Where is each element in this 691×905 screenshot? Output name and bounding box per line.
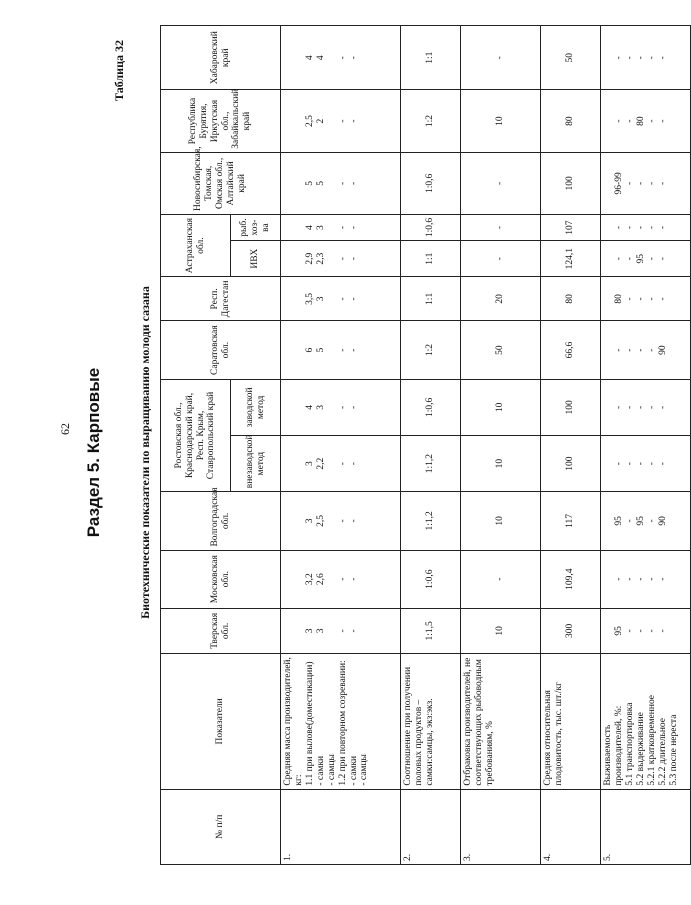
cell-saratov: 66,6 bbox=[541, 321, 601, 379]
cell-value: - bbox=[646, 405, 657, 409]
cell-value bbox=[283, 244, 294, 273]
table-caption: Биотехнические показатели по выращиванию молоди сазана bbox=[138, 286, 152, 619]
cell-value: - bbox=[624, 577, 635, 581]
cell-value: - bbox=[624, 519, 635, 523]
cell-saratov: 1:2 bbox=[401, 321, 461, 379]
indicator-line: 5.3 после нереста bbox=[668, 714, 679, 786]
cell-value bbox=[327, 244, 338, 273]
cell-value bbox=[603, 218, 614, 237]
cell-rostov-out bbox=[281, 436, 401, 492]
cell-rostov-in: 1:0,6 bbox=[401, 379, 461, 435]
cell-value bbox=[283, 612, 294, 650]
cell-value: - bbox=[337, 348, 348, 352]
cell-volgograd: 117 bbox=[541, 492, 601, 550]
cell-value: 80 bbox=[613, 294, 624, 304]
cell-khabarovsk: 1:1 bbox=[401, 26, 461, 90]
cell-value: 2 bbox=[315, 118, 326, 124]
cell-value: 95 bbox=[635, 253, 646, 264]
cell-value bbox=[603, 93, 614, 148]
cell-value: - bbox=[348, 225, 359, 230]
cell-saratov bbox=[281, 321, 401, 379]
table-row bbox=[401, 26, 461, 865]
cell-value: - bbox=[348, 181, 359, 185]
table-row bbox=[541, 26, 601, 865]
indicator-line: - самки bbox=[315, 755, 326, 786]
cell-value: - bbox=[657, 225, 668, 230]
cell-dagestan bbox=[281, 277, 401, 321]
cell-value bbox=[603, 29, 614, 86]
cell-value: - bbox=[657, 119, 668, 123]
cell-value bbox=[294, 383, 305, 432]
cell-buryatia bbox=[281, 90, 401, 152]
cell-value: - bbox=[624, 119, 635, 123]
cell-novosib: - bbox=[461, 152, 541, 214]
cell-value: - bbox=[624, 257, 635, 261]
cell-value: 2,6 bbox=[315, 573, 326, 586]
cell-rostov-out: 100 bbox=[541, 436, 601, 492]
cell-moscow: 1:0,6 bbox=[401, 550, 461, 608]
cell-value: - bbox=[646, 348, 657, 352]
cell-value: - bbox=[657, 297, 668, 301]
cell-saratov bbox=[601, 321, 691, 379]
cell-moscow bbox=[601, 550, 691, 608]
cell-value: 3 bbox=[304, 518, 315, 524]
cell-value: - bbox=[624, 405, 635, 409]
cell-value: - bbox=[613, 225, 624, 230]
col-header-dagestan: Респ. Дагестан bbox=[161, 277, 281, 321]
cell-value: - bbox=[624, 462, 635, 466]
row-number: 2. bbox=[401, 789, 461, 864]
indicator-line: - самцы bbox=[326, 754, 337, 786]
cell-value: - bbox=[337, 297, 348, 301]
cell-value: 2,5 bbox=[304, 115, 315, 128]
cell-buryatia: 80 bbox=[541, 90, 601, 152]
cell-value bbox=[283, 324, 294, 375]
col-header-indicator: Показатели bbox=[161, 654, 281, 790]
cell-value bbox=[294, 439, 305, 488]
cell-value: - bbox=[657, 577, 668, 581]
indicator-line: - самцы bbox=[359, 754, 370, 786]
cell-value: 3 bbox=[315, 296, 326, 302]
row-number: 5. bbox=[601, 789, 691, 864]
indicator-line: Отбраковка производителей, не соответствующих рыбоводным требованиям, % bbox=[463, 657, 495, 786]
cell-buryatia bbox=[601, 90, 691, 152]
cell-value bbox=[603, 244, 614, 273]
cell-value bbox=[603, 324, 614, 375]
row-indicator bbox=[541, 654, 601, 790]
cell-khabarovsk bbox=[281, 26, 401, 90]
cell-value: 5 bbox=[304, 180, 315, 186]
cell-value: 3 bbox=[315, 405, 326, 410]
indicator-line: 1.1 при вылове(доместикации) bbox=[304, 661, 315, 786]
cell-value bbox=[603, 439, 614, 488]
cell-value bbox=[283, 280, 294, 317]
cell-value bbox=[283, 439, 294, 488]
cell-tver bbox=[281, 608, 401, 653]
cell-value: - bbox=[657, 462, 668, 466]
cell-rostov-in: 100 bbox=[541, 379, 601, 435]
cell-rostov-out: 10 bbox=[461, 436, 541, 492]
cell-value bbox=[283, 218, 294, 237]
row-number: 4. bbox=[541, 789, 601, 864]
cell-value: - bbox=[613, 56, 624, 60]
cell-value: 95 bbox=[635, 516, 646, 526]
indicator-line: 5.2.2 длительное bbox=[657, 718, 668, 786]
col-header-buryatia: Республика Бурятия, Иркутская обл., Забайкальский край bbox=[161, 90, 281, 152]
section-title: Раздел 5. Карповые bbox=[84, 367, 103, 538]
cell-dagestan bbox=[601, 277, 691, 321]
cell-value: - bbox=[646, 629, 657, 633]
cell-value: - bbox=[348, 56, 359, 60]
cell-value bbox=[327, 383, 338, 432]
cell-value: 3 bbox=[304, 461, 315, 467]
cell-value bbox=[294, 280, 305, 317]
col-header-astrakhan-fish: рыб. хоз-ва bbox=[231, 215, 281, 241]
cell-value: 95 bbox=[613, 516, 624, 526]
cell-novosib: 1:0,6 bbox=[401, 152, 461, 214]
col-header-astrakhan-group: Астраханская обл. bbox=[161, 215, 231, 277]
cell-value: - bbox=[624, 225, 635, 230]
cell-value: 90 bbox=[657, 345, 668, 355]
cell-value: - bbox=[613, 577, 624, 581]
cell-value bbox=[327, 554, 338, 605]
row-number: 3. bbox=[461, 789, 541, 864]
cell-astrakhan-ivb: 124,1 bbox=[541, 241, 601, 277]
cell-rostov-in: 10 bbox=[461, 379, 541, 435]
cell-value: - bbox=[348, 577, 359, 581]
cell-value: - bbox=[646, 181, 657, 185]
cell-astrakhan-ivb bbox=[281, 241, 401, 277]
cell-value: 4 bbox=[304, 225, 315, 230]
col-header-khabarovsk: Хабаровский край bbox=[161, 26, 281, 90]
cell-value: 2,2 bbox=[315, 457, 326, 470]
cell-value bbox=[327, 612, 338, 650]
cell-tver: 1:1,5 bbox=[401, 608, 461, 653]
cell-value: - bbox=[337, 405, 348, 409]
cell-value: - bbox=[613, 348, 624, 352]
cell-value: 95 bbox=[613, 626, 624, 636]
cell-value bbox=[294, 244, 305, 273]
cell-value: - bbox=[337, 519, 348, 523]
cell-value: - bbox=[337, 119, 348, 123]
data-table bbox=[160, 25, 691, 865]
indicator-line: 5.1 транспортировка bbox=[624, 702, 635, 786]
cell-value bbox=[294, 218, 305, 237]
cell-dagestan: 80 bbox=[541, 277, 601, 321]
cell-value: - bbox=[337, 257, 348, 261]
cell-value: - bbox=[635, 405, 646, 409]
cell-volgograd: 10 bbox=[461, 492, 541, 550]
cell-value: 90 bbox=[657, 516, 668, 526]
cell-value bbox=[327, 29, 338, 86]
cell-value bbox=[327, 495, 338, 546]
cell-value: 3 bbox=[304, 628, 315, 634]
row-indicator bbox=[461, 654, 541, 790]
indicator-line: Средняя относительная плодовитость, тыс. шт./кг bbox=[543, 681, 564, 786]
cell-dagestan: 20 bbox=[461, 277, 541, 321]
cell-value: - bbox=[646, 119, 657, 123]
cell-value: - bbox=[624, 629, 635, 633]
cell-value: - bbox=[613, 257, 624, 261]
indicator-line: 5.2.1 кратковременное bbox=[646, 694, 657, 786]
cell-value bbox=[603, 383, 614, 432]
cell-value: - bbox=[635, 56, 646, 60]
table-row bbox=[281, 26, 401, 865]
cell-value: - bbox=[635, 348, 646, 352]
cell-value: - bbox=[613, 462, 624, 466]
cell-value bbox=[294, 29, 305, 86]
cell-value bbox=[283, 495, 294, 546]
cell-moscow: - bbox=[461, 550, 541, 608]
cell-value: 5 bbox=[315, 347, 326, 353]
cell-value bbox=[294, 495, 305, 546]
indicator-line: 5.2 выдерживание bbox=[635, 712, 646, 786]
cell-value: - bbox=[337, 181, 348, 185]
cell-buryatia: 10 bbox=[461, 90, 541, 152]
col-header-rostov-group: Ростовская обл., Краснодарский край, Респ. Крым, Ставропольский край bbox=[161, 379, 231, 492]
cell-value: - bbox=[337, 462, 348, 466]
indicator-line: - самки bbox=[348, 755, 359, 786]
cell-astrakhan-ivb: - bbox=[461, 241, 541, 277]
cell-value: 3 bbox=[315, 225, 326, 230]
cell-value: - bbox=[337, 577, 348, 581]
cell-value: - bbox=[624, 348, 635, 352]
cell-rostov-out: 1:1,2 bbox=[401, 436, 461, 492]
cell-value bbox=[294, 612, 305, 650]
cell-novosib: 100 bbox=[541, 152, 601, 214]
cell-value: 3 bbox=[315, 628, 326, 634]
cell-value: - bbox=[646, 56, 657, 60]
col-header-volgograd: Волгоградская обл. bbox=[161, 492, 281, 550]
cell-value bbox=[327, 93, 338, 148]
indicator-line: Средняя масса производителей, кг: bbox=[283, 657, 304, 786]
cell-value: - bbox=[635, 577, 646, 581]
cell-value: - bbox=[348, 257, 359, 261]
cell-value: 80 bbox=[635, 116, 646, 126]
cell-value bbox=[603, 554, 614, 605]
row-indicator bbox=[401, 654, 461, 790]
table-body bbox=[281, 26, 691, 865]
table-label: Таблица 32 bbox=[112, 40, 126, 101]
cell-value: - bbox=[613, 405, 624, 409]
cell-value bbox=[283, 93, 294, 148]
table-row bbox=[461, 26, 541, 865]
cell-value: - bbox=[635, 629, 646, 633]
row-indicator bbox=[601, 654, 691, 790]
indicator-line: самки:самцы, экз:экз. bbox=[424, 698, 435, 786]
cell-value: - bbox=[348, 629, 359, 633]
cell-value bbox=[603, 612, 614, 650]
cell-value: - bbox=[348, 348, 359, 352]
cell-saratov: 50 bbox=[461, 321, 541, 379]
cell-astrakhan-fish: 1:0,6 bbox=[401, 215, 461, 241]
cell-khabarovsk: 50 bbox=[541, 26, 601, 90]
col-header-moscow: Московская обл. bbox=[161, 550, 281, 608]
page-number: 62 bbox=[58, 423, 72, 435]
cell-value bbox=[283, 554, 294, 605]
cell-novosib bbox=[281, 152, 401, 214]
cell-value: - bbox=[337, 56, 348, 60]
cell-value: - bbox=[657, 405, 668, 409]
col-header-novosib: Новосибирская, Томская, Омская обл., Алтайский край bbox=[161, 152, 281, 214]
row-indicator bbox=[281, 654, 401, 790]
col-header-rostov-in: заводской метод bbox=[231, 379, 281, 435]
cell-volgograd: 1:1,2 bbox=[401, 492, 461, 550]
cell-buryatia: 1:2 bbox=[401, 90, 461, 152]
cell-astrakhan-fish: 107 bbox=[541, 215, 601, 241]
indicator-line: 1.2 при повторном созревании: bbox=[337, 660, 348, 786]
cell-value: - bbox=[348, 405, 359, 409]
cell-value: 96-99 bbox=[613, 172, 624, 195]
cell-value: 2,3 bbox=[315, 252, 326, 265]
cell-value bbox=[327, 156, 338, 211]
cell-value bbox=[283, 156, 294, 211]
cell-value bbox=[327, 324, 338, 375]
cell-value bbox=[603, 280, 614, 317]
cell-astrakhan-fish: - bbox=[461, 215, 541, 241]
cell-value: - bbox=[646, 462, 657, 466]
cell-value: 4 bbox=[304, 55, 315, 61]
cell-value bbox=[283, 383, 294, 432]
cell-value bbox=[294, 324, 305, 375]
cell-value bbox=[294, 93, 305, 148]
cell-rostov-out bbox=[601, 436, 691, 492]
cell-volgograd bbox=[281, 492, 401, 550]
cell-value: 4 bbox=[315, 55, 326, 61]
cell-rostov-in bbox=[601, 379, 691, 435]
cell-value: - bbox=[646, 257, 657, 261]
cell-value: - bbox=[348, 297, 359, 301]
cell-value: 2,5 bbox=[315, 514, 326, 527]
row-number: 1. bbox=[281, 789, 401, 864]
col-header-tver: Тверская обл. bbox=[161, 608, 281, 653]
cell-value: - bbox=[657, 181, 668, 185]
col-header-num: № п/п bbox=[161, 789, 281, 864]
cell-value: - bbox=[624, 181, 635, 185]
cell-value: - bbox=[646, 519, 657, 523]
cell-volgograd bbox=[601, 492, 691, 550]
cell-value: 3,5 bbox=[304, 292, 315, 305]
cell-tver bbox=[601, 608, 691, 653]
cell-tver: 10 bbox=[461, 608, 541, 653]
cell-khabarovsk bbox=[601, 26, 691, 90]
cell-astrakhan-fish bbox=[601, 215, 691, 241]
cell-value: - bbox=[348, 462, 359, 466]
cell-value: - bbox=[657, 56, 668, 60]
cell-moscow: 109,4 bbox=[541, 550, 601, 608]
cell-value bbox=[283, 29, 294, 86]
cell-value bbox=[603, 156, 614, 211]
cell-value bbox=[327, 218, 338, 237]
cell-khabarovsk: - bbox=[461, 26, 541, 90]
cell-value: - bbox=[348, 519, 359, 523]
cell-tver: 300 bbox=[541, 608, 601, 653]
cell-value: - bbox=[337, 629, 348, 633]
cell-value bbox=[327, 439, 338, 488]
cell-value: - bbox=[635, 462, 646, 466]
cell-value: 3,2 bbox=[304, 573, 315, 586]
indicator-line: Выживаемость производителей, %: bbox=[603, 705, 624, 786]
indicator-line: Соотношение при получении половых продуктов – bbox=[403, 666, 424, 786]
cell-dagestan: 1:1 bbox=[401, 277, 461, 321]
cell-value: - bbox=[657, 257, 668, 261]
cell-value: - bbox=[348, 119, 359, 123]
cell-value: - bbox=[646, 297, 657, 301]
cell-value bbox=[603, 495, 614, 546]
cell-value: - bbox=[646, 225, 657, 230]
cell-value: - bbox=[337, 225, 348, 230]
cell-novosib bbox=[601, 152, 691, 214]
cell-value: - bbox=[635, 297, 646, 301]
cell-value: - bbox=[624, 56, 635, 60]
col-header-astrakhan-ivb: ИВХ bbox=[231, 241, 281, 277]
cell-astrakhan-ivb: 1:1 bbox=[401, 241, 461, 277]
cell-value: - bbox=[646, 577, 657, 581]
cell-value: 4 bbox=[304, 405, 315, 410]
cell-value: - bbox=[624, 297, 635, 301]
cell-value: - bbox=[635, 181, 646, 185]
cell-value: - bbox=[635, 225, 646, 230]
cell-value bbox=[327, 280, 338, 317]
col-header-rostov-out: внезаводской метод bbox=[231, 436, 281, 492]
col-header-saratov: Саратовская обл. bbox=[161, 321, 281, 379]
cell-astrakhan-fish bbox=[281, 215, 401, 241]
cell-value: 6 bbox=[304, 347, 315, 353]
cell-rostov-in bbox=[281, 379, 401, 435]
cell-value: - bbox=[657, 629, 668, 633]
cell-value: 2,9 bbox=[304, 252, 315, 265]
cell-value bbox=[294, 554, 305, 605]
cell-value: - bbox=[613, 119, 624, 123]
cell-value bbox=[294, 156, 305, 211]
cell-value: 5 bbox=[315, 180, 326, 186]
cell-moscow bbox=[281, 550, 401, 608]
table-row bbox=[601, 26, 691, 865]
cell-astrakhan-ivb bbox=[601, 241, 691, 277]
